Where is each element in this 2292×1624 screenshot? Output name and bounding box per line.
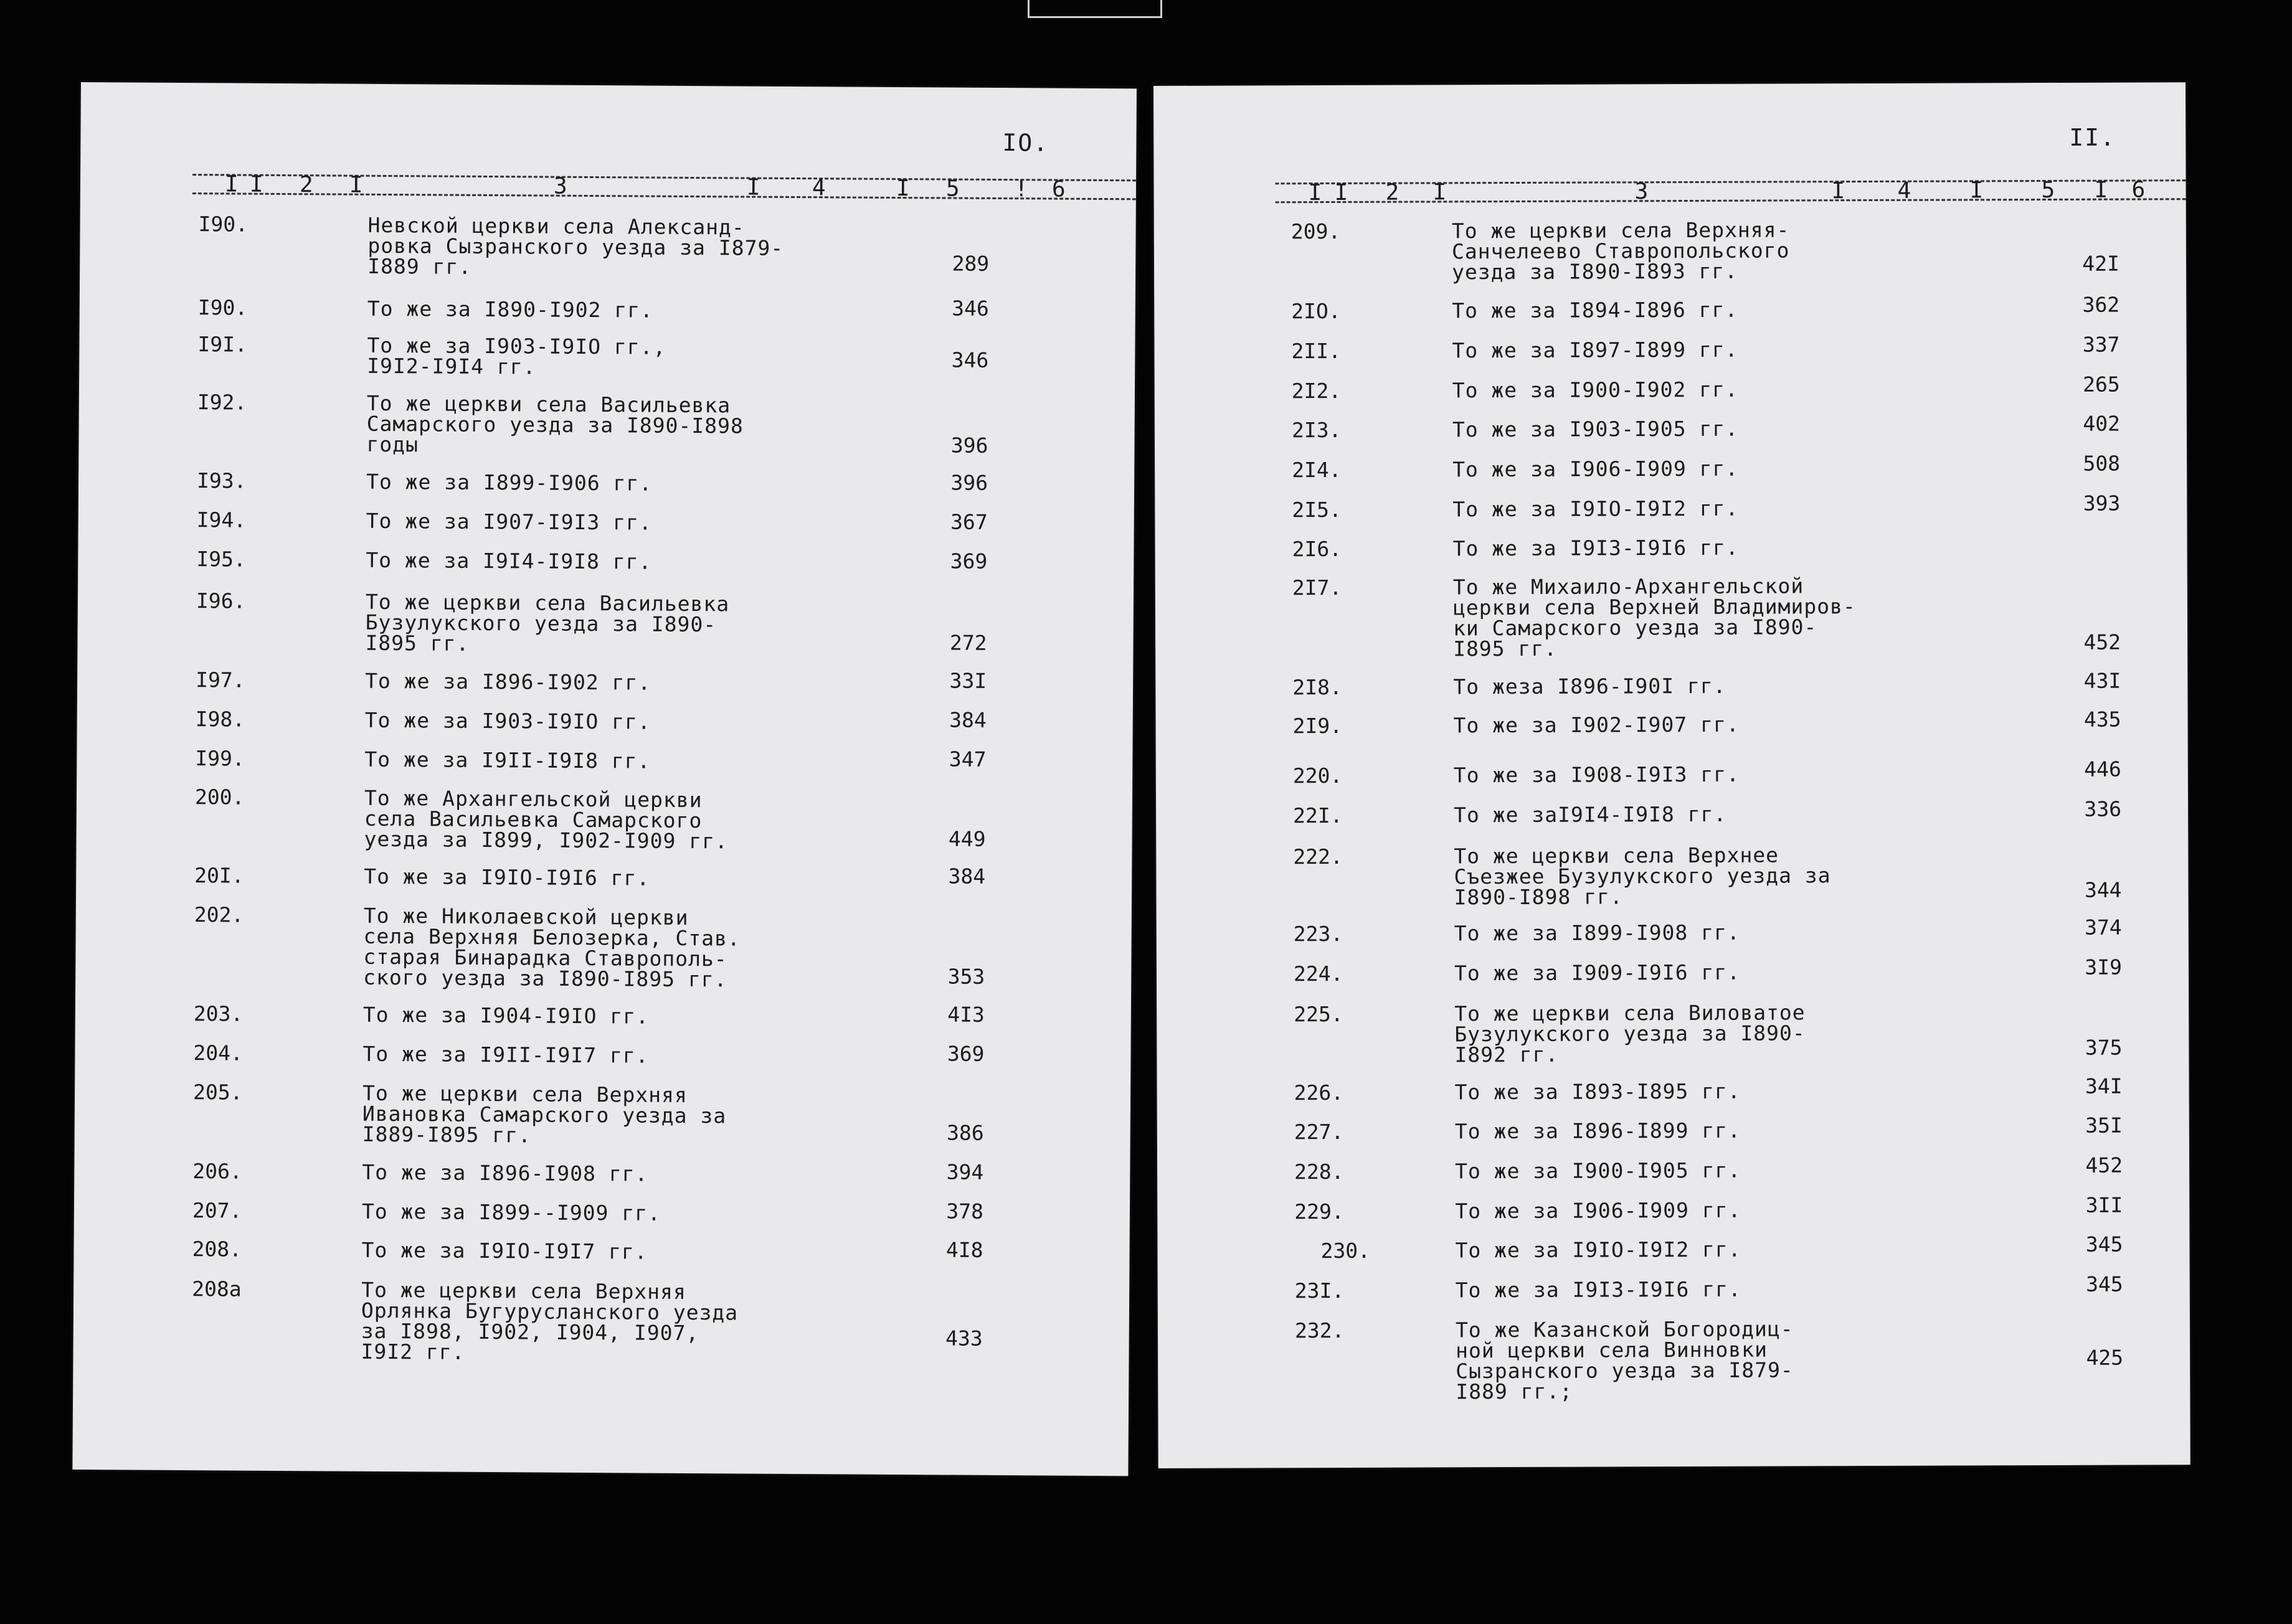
entry-description: То же за I890-I902 гг.: [367, 296, 653, 323]
header-col: I: [224, 171, 239, 197]
entry-count: 435: [2083, 707, 2121, 732]
entry-count: 42I: [2082, 251, 2120, 276]
list-item: [75, 1001, 1131, 1029]
entry-description: То же за I900-I905 гг.: [1455, 1158, 1741, 1184]
header-col: 2: [1385, 179, 1399, 205]
header-col: 4: [812, 175, 826, 201]
list-item: [1157, 1000, 2189, 1067]
entry-count: 336: [2084, 796, 2122, 821]
header-col: I: [1334, 179, 1348, 205]
entry-count: 394: [946, 1159, 984, 1184]
entry-description: То же за I9II-I9I7 гг.: [362, 1041, 649, 1068]
entry-description: То же за I9I3-I9I6 гг.: [1455, 1277, 1741, 1303]
list-item: [1155, 668, 2187, 700]
entry-number: I90.: [197, 295, 248, 320]
header-col: I: [249, 171, 263, 197]
entry-description: То же за I9I4-I9I8 гг.: [366, 547, 652, 574]
entry-count: 446: [2084, 757, 2121, 781]
list-item: [1156, 757, 2188, 788]
entry-count: 265: [2083, 372, 2120, 397]
entry-description: То же церкви села Верхняя- Санчелеево Ставропольского уезда за I890-I893 гг.: [1451, 217, 1790, 285]
entry-description: То же за I893-I895 гг.: [1454, 1079, 1741, 1105]
entry-number: 226.: [1294, 1080, 1344, 1105]
entry-count: 378: [946, 1199, 984, 1224]
entry-number: 2I5.: [1292, 497, 1342, 522]
page-number: II.: [2069, 123, 2116, 151]
entry-description: То же за I909-I9I6 гг.: [1454, 960, 1741, 986]
entry-number: 20I.: [194, 863, 244, 888]
list-item: [79, 390, 1135, 458]
header-col: 3: [553, 173, 567, 199]
list-item: [74, 1198, 1130, 1225]
list-item: [1157, 1192, 2189, 1224]
list-item: [78, 507, 1134, 535]
entry-description: То же за I899-I906 гг.: [366, 469, 653, 496]
header-col: I: [746, 174, 760, 201]
entry-count: 353: [947, 964, 985, 989]
entry-description: То же за I902-I907 гг.: [1453, 712, 1740, 738]
list-item: [74, 1159, 1130, 1186]
list-item: [1157, 1074, 2189, 1105]
entry-description: То же Михаило-Архангельской церкви села Верхней Владимиров- ки Самарского уезда за I890- I895 гг.: [1452, 574, 1856, 661]
header-col: 3: [1634, 179, 1649, 205]
entry-description: То же за I897-I899 гг.: [1452, 337, 1738, 363]
header-col: I: [1969, 177, 1984, 204]
entry-number: 2I4.: [1292, 457, 1342, 483]
list-item: [75, 1041, 1131, 1068]
entry-number: 22I.: [1293, 803, 1343, 828]
entry-number: 2I8.: [1292, 674, 1342, 700]
entry-number: I96.: [196, 588, 246, 613]
entry-number: 204.: [193, 1041, 244, 1065]
entry-description: То же за I896-I899 гг.: [1454, 1118, 1741, 1144]
entry-number: 232.: [1294, 1318, 1345, 1343]
entry-number: 2I7.: [1292, 575, 1342, 600]
header-col: 2: [299, 172, 313, 198]
list-item: [1156, 707, 2188, 739]
entry-number: I97.: [196, 668, 245, 692]
entry-number: 205.: [192, 1080, 243, 1105]
entry-count: 369: [947, 1041, 985, 1066]
entry-number: I95.: [196, 547, 246, 572]
header-rule-top: [192, 174, 1136, 181]
entry-number: 207.: [192, 1198, 242, 1223]
entry-count: 344: [2084, 877, 2122, 902]
header-col: 6: [2131, 177, 2146, 203]
list-item: [1156, 796, 2188, 828]
list-item: [76, 902, 1132, 992]
list-item: [1157, 915, 2189, 947]
entry-description: То же за I896-I902 гг.: [365, 668, 651, 695]
entry-count: 3II: [2085, 1192, 2123, 1217]
entry-count: 272: [949, 630, 987, 655]
entry-count: 425: [2086, 1345, 2124, 1370]
header-col: 5: [945, 176, 960, 202]
list-item: [1155, 574, 2187, 661]
entry-count: 433: [945, 1326, 983, 1351]
entry-description: То же заI9I4-I9I8 гг.: [1454, 801, 1727, 828]
entry-count: 43I: [2083, 668, 2121, 693]
entry-number: 223.: [1293, 921, 1343, 947]
entry-number: I93.: [196, 468, 247, 493]
header-col: 5: [2041, 177, 2055, 204]
entry-count: 402: [2083, 411, 2120, 436]
entry-description: То же церкви села Васильевка Самарского уезда за I890-I898 годы: [366, 390, 744, 457]
list-item: [1157, 955, 2189, 986]
entry-description: То же за I908-I9I3 гг.: [1453, 762, 1740, 788]
column-header: [1154, 176, 2186, 204]
entry-description: То же за I9IO-I9I6 гг.: [364, 864, 650, 890]
header-rule-bottom: [192, 192, 1136, 200]
entry-number: I98.: [195, 707, 245, 732]
entry-description: То же церкви села Виловатое Бузулукского уезда за I890- I892 гг.: [1454, 1000, 1806, 1067]
entry-description: То же Архангельской церкви села Васильевка Самарского уезда за I899, I902-I909 гг.: [364, 785, 728, 854]
list-item: [77, 746, 1132, 773]
entry-number: 2I3.: [1291, 417, 1342, 443]
page-number: IO.: [1002, 129, 1049, 157]
list-item: [1154, 292, 2186, 324]
entry-count: 452: [2085, 1153, 2123, 1178]
entry-description: То же за I9I3-I9I6 гг.: [1452, 535, 1739, 561]
entry-description: То же за I906-I909 гг.: [1455, 1197, 1741, 1224]
entry-number: 23I.: [1294, 1278, 1345, 1303]
entry-number: I90.: [198, 212, 249, 237]
list-item: [80, 295, 1135, 323]
list-item: [77, 668, 1133, 695]
entry-number: 229.: [1294, 1199, 1344, 1224]
entry-count: 393: [2083, 491, 2121, 516]
list-item: [1157, 1113, 2189, 1145]
entry-count: 384: [949, 707, 987, 732]
entry-description: То же Николаевской церкви села Верхняя Белозерка, Став. старая Бинарадка Ставрополь- ского уезда за I890-I895 гг.: [363, 903, 741, 992]
entry-description: То же за I907-I9I3 гг.: [366, 508, 652, 535]
entry-description: То же за I906-I909 гг.: [1452, 456, 1739, 482]
entry-description: То же за I896-I908 гг.: [362, 1159, 648, 1186]
entry-description: То же за I899-I908 гг.: [1454, 920, 1740, 946]
entry-count: 4I8: [945, 1237, 983, 1262]
entry-description: То же за I894-I896 гг.: [1452, 297, 1738, 323]
entry-description: То жеза I896-I90I гг.: [1453, 673, 1726, 699]
entry-number: 228.: [1294, 1159, 1344, 1184]
entry-description: То же за I903-I905 гг.: [1452, 416, 1739, 442]
list-item: [78, 468, 1134, 496]
entry-count: 345: [2085, 1232, 2123, 1257]
entry-number: 203.: [193, 1001, 244, 1026]
list-item: [1157, 1232, 2189, 1263]
entry-count: 346: [952, 296, 989, 321]
list-item: [77, 785, 1132, 854]
entry-number: 2IO.: [1291, 298, 1341, 324]
entry-number: 202.: [194, 902, 244, 927]
entry-count: 345: [2086, 1272, 2123, 1296]
entry-number: 206.: [192, 1159, 242, 1184]
entry-description: То же за I9IO-I9I2 гг.: [1452, 496, 1739, 522]
entry-description: То же церкви села Васильевка Бузулукского уезда за I890- I895 гг.: [365, 589, 730, 656]
entry-number: I94.: [196, 507, 247, 532]
entry-count: 449: [948, 826, 986, 851]
entry-count: 34I: [2085, 1074, 2123, 1098]
entry-count: 346: [951, 347, 989, 372]
entry-number: 209.: [1290, 219, 1341, 244]
entry-number: 220.: [1292, 763, 1343, 788]
header-col: I: [2094, 177, 2108, 203]
entry-count: 374: [2085, 915, 2122, 940]
list-item: [1154, 332, 2186, 364]
list-item: [73, 1277, 1129, 1364]
entry-count: 4I3: [947, 1002, 985, 1027]
entry-description: То же за I9II-I9I8 гг.: [364, 747, 651, 773]
entry-number: 224.: [1293, 961, 1343, 986]
header-col: I: [1831, 178, 1845, 204]
list-item: [1155, 451, 2187, 483]
list-item: [1155, 491, 2187, 522]
entry-count: 35I: [2085, 1113, 2123, 1138]
film-edge-mark: [1028, 0, 1162, 18]
entry-number: I99.: [195, 746, 245, 771]
entry-description: То же за I900-I902 гг.: [1452, 377, 1738, 403]
entry-number: 208а: [192, 1277, 242, 1301]
left-page: [72, 82, 1137, 1476]
header-col: I: [896, 175, 910, 202]
entry-description: То же за I903-I9IO гг., I9I2-I9I4 гг.: [367, 333, 666, 379]
entry-number: I92.: [197, 390, 247, 415]
entry-description: То же церкви села Верхняя Орлянка Бугурусланского уезда за I898, I902, I904, I907, I9I2 гг.: [361, 1277, 739, 1364]
entry-count: 367: [950, 509, 988, 534]
entry-count: 508: [2083, 451, 2121, 476]
header-col: 4: [1897, 177, 1911, 204]
list-item: [1155, 411, 2187, 443]
entry-count: 375: [2085, 1035, 2123, 1060]
entry-count: 362: [2082, 292, 2120, 317]
entry-count: 33I: [949, 668, 987, 693]
header-col: I: [1308, 180, 1322, 206]
entry-description: То же за I904-I9IO гг.: [362, 1002, 650, 1029]
header-col: 6: [1051, 176, 1066, 202]
header-col: !: [1014, 176, 1028, 202]
entry-count: 347: [949, 747, 987, 772]
entry-count: 369: [950, 549, 988, 574]
entry-description: То же за I899--I909 гг.: [361, 1199, 661, 1225]
entry-count: 396: [950, 433, 988, 458]
entry-description: Невской церкви села Александ- ровка Сызранского уезда за I879- I889 гг.: [367, 212, 784, 279]
list-item: [1155, 535, 2187, 562]
entry-number: 2I2.: [1291, 378, 1342, 404]
column-header: [80, 169, 1136, 201]
entry-number: 230.: [1320, 1238, 1371, 1263]
entry-number: 2I6.: [1292, 536, 1342, 562]
list-item: [77, 707, 1133, 734]
header-col: I: [1432, 179, 1447, 205]
entry-count: 289: [952, 251, 990, 276]
list-item: [80, 212, 1136, 279]
entry-number: 222.: [1293, 844, 1343, 869]
entry-description: То же церкви села Верхняя Ивановка Самарского уезда за I889-I895 гг.: [362, 1080, 727, 1148]
entry-description: То же за I9IO-I9I7 гг.: [361, 1237, 648, 1264]
list-item: [1158, 1272, 2190, 1303]
entry-count: 396: [950, 470, 988, 495]
entry-description: То же за I903-I9IO гг.: [364, 707, 651, 734]
entry-description: То же за I9IO-I9I2 гг.: [1455, 1237, 1741, 1263]
entry-description: То же Казанской Богородиц- ной церкви села Винновки Сызранского уезда за I879- I889 гг.;: [1455, 1316, 1794, 1404]
entry-number: 200.: [194, 785, 245, 810]
entry-count: 3I9: [2085, 955, 2123, 980]
list-item: [1156, 843, 2188, 910]
entry-count: 384: [948, 864, 986, 889]
entry-number: I9I.: [197, 332, 248, 357]
list-item: [74, 1237, 1130, 1264]
list-item: [80, 332, 1135, 379]
list-item: [78, 547, 1134, 574]
entry-number: 2II.: [1291, 338, 1342, 364]
right-page: [1153, 82, 2190, 1468]
list-item: [1155, 372, 2187, 404]
entry-number: 2I9.: [1292, 713, 1343, 739]
list-item: [76, 863, 1132, 890]
list-item: [1158, 1316, 2190, 1404]
entry-description: То же церкви села Верхнее Съезжее Бузулукского уезда за I890-I898 гг.: [1454, 843, 1831, 910]
header-col: I: [349, 172, 363, 198]
list-item: [1154, 217, 2186, 285]
entry-number: 208.: [192, 1237, 242, 1262]
list-item: [75, 1080, 1130, 1148]
entry-number: 225.: [1294, 1001, 1343, 1027]
entry-count: 386: [946, 1120, 984, 1145]
list-item: [1157, 1153, 2189, 1184]
list-item: [78, 588, 1134, 656]
entry-count: 337: [2082, 332, 2120, 357]
entry-number: 227.: [1294, 1119, 1344, 1145]
entry-count: 452: [2083, 630, 2121, 654]
